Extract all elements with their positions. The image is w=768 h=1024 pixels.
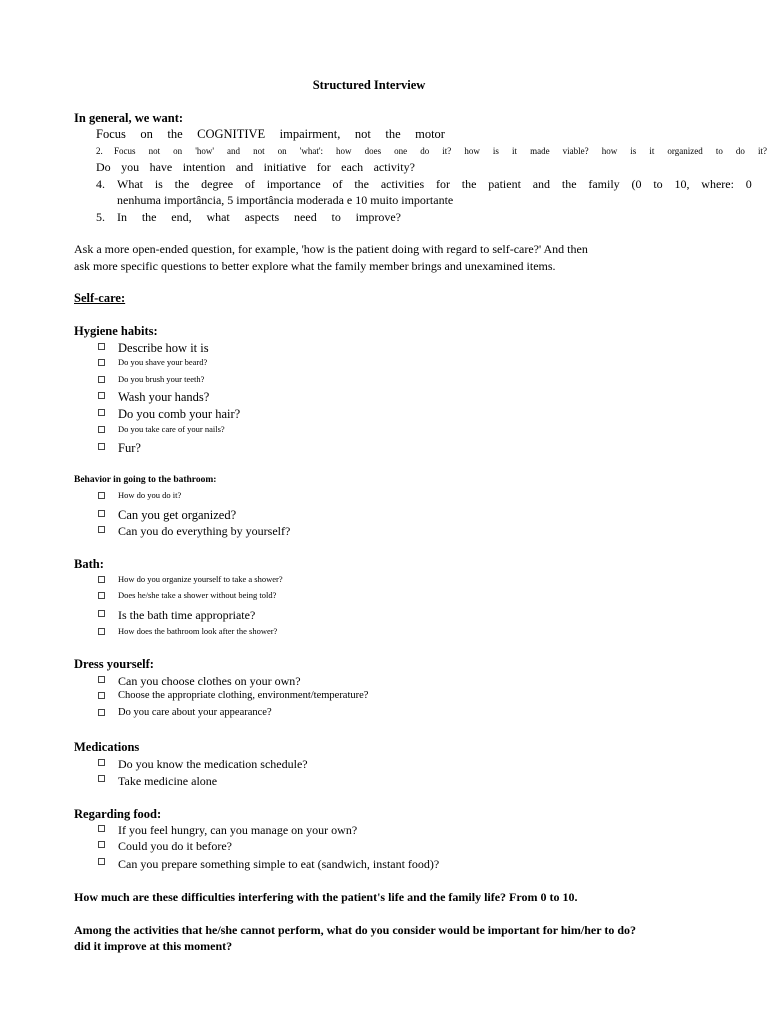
page-title: Structured Interview <box>312 78 426 92</box>
checkbox[interactable] <box>98 343 105 350</box>
word: importance <box>266 177 321 191</box>
dress-item: Do you care about your appearance? <box>118 707 272 718</box>
word: degree <box>201 177 234 191</box>
checkbox[interactable] <box>98 526 105 533</box>
word: COGNITIVE <box>197 127 266 141</box>
word: organized <box>667 146 703 156</box>
general-line-4 <box>117 177 752 192</box>
word: the <box>461 177 477 191</box>
hygiene-item: Do you take care of your nails? <box>118 424 225 434</box>
word: improve? <box>355 210 401 224</box>
general-line-1 <box>96 127 445 142</box>
general-line-2-number: 2. <box>96 146 103 156</box>
bath-item: Is the bath time appropriate? <box>118 608 256 622</box>
dress-item: Choose the appropriate clothing, environment/temperature? <box>118 690 369 701</box>
checkbox[interactable] <box>98 443 105 450</box>
word: not <box>253 146 265 156</box>
word: end, <box>171 210 192 224</box>
word: activities <box>380 177 425 191</box>
dress-item: Can you choose clothes on your own? <box>118 674 301 688</box>
food-item: Can you prepare something simple to eat (sandwich, instant food)? <box>118 857 440 871</box>
word: where: <box>701 177 734 191</box>
word: and <box>235 160 254 174</box>
word: Do <box>96 160 111 174</box>
word: patient <box>488 177 521 191</box>
bath-item: How do you organize yourself to take a shower? <box>118 574 283 584</box>
word: it <box>649 146 655 156</box>
medications-item: Take medicine alone <box>118 774 218 788</box>
word: do <box>735 146 745 156</box>
word: the <box>174 177 190 191</box>
word: what <box>206 210 230 224</box>
word: and <box>227 146 241 156</box>
word: 'what': <box>299 146 323 156</box>
word: the <box>354 177 370 191</box>
checkbox[interactable] <box>98 376 105 383</box>
word: not <box>354 127 371 141</box>
hygiene-item: Do you shave your beard? <box>118 357 208 367</box>
food-item: If you feel hungry, can you manage on your own? <box>118 823 358 837</box>
word: impairment, <box>279 127 341 141</box>
medications-item: Do you know the medication schedule? <box>118 757 308 771</box>
word: is <box>154 177 163 191</box>
word: on <box>173 146 183 156</box>
hygiene-item: Do you brush your teeth? <box>118 374 205 384</box>
word: of <box>244 177 255 191</box>
word: how <box>336 146 352 156</box>
checkbox[interactable] <box>98 510 105 517</box>
word: What <box>117 177 143 191</box>
word: (0 <box>631 177 642 191</box>
word: one <box>394 146 408 156</box>
word: each <box>341 160 364 174</box>
word: how <box>464 146 480 156</box>
bathroom-item: Can you get organized? <box>118 508 237 522</box>
word: does <box>364 146 382 156</box>
hygiene-item: Describe how it is <box>118 341 209 355</box>
word: and <box>532 177 551 191</box>
bathroom-item: How do you do it? <box>118 490 182 500</box>
word: the <box>141 210 157 224</box>
medications-heading: Medications <box>74 740 140 754</box>
hygiene-item: Fur? <box>118 441 141 455</box>
word: intention <box>182 160 226 174</box>
checkbox[interactable] <box>98 858 105 865</box>
checkbox[interactable] <box>98 409 105 416</box>
checkbox[interactable] <box>98 359 105 366</box>
bathroom-heading: Behavior in going to the bathroom: <box>74 475 217 485</box>
dress-heading: Dress yourself: <box>74 657 154 671</box>
word: to <box>715 146 723 156</box>
word: family <box>588 177 620 191</box>
selfcare-heading-text: Self-care: <box>74 291 126 305</box>
word: on <box>277 146 287 156</box>
word: of <box>332 177 343 191</box>
general-line-5 <box>117 210 401 225</box>
hygiene-item: Wash your hands? <box>118 390 210 404</box>
word: 0 <box>745 177 752 191</box>
word: Focus <box>96 127 126 141</box>
word: how <box>601 146 618 156</box>
word: you <box>121 160 140 174</box>
bathroom-item: Can you do everything by yourself? <box>118 524 291 538</box>
bath-heading: Bath: <box>74 557 104 571</box>
bath-item: Does he/she take a shower without being told? <box>118 590 277 600</box>
selfcare-heading <box>74 291 149 306</box>
word: need <box>294 210 317 224</box>
word: to <box>331 210 341 224</box>
word: 'how' <box>195 146 214 156</box>
checkbox[interactable] <box>98 576 105 583</box>
intro-paragraph-line-2: ask more specific questions to better explore what the family member brings and unexamined items. <box>74 259 556 273</box>
checkbox[interactable] <box>98 676 105 683</box>
closing-question-1: How much are these difficulties interfering with the patient's life and the family life? From 0 to 10. <box>74 890 578 904</box>
checkbox[interactable] <box>98 426 105 433</box>
word: it <box>512 146 518 156</box>
word: it? <box>442 146 452 156</box>
word: it? <box>757 146 767 156</box>
checkbox[interactable] <box>98 392 105 399</box>
food-item: Could you do it before? <box>118 839 232 853</box>
word: 10, <box>674 177 690 191</box>
word: the <box>167 127 183 141</box>
general-line-4-continued: nenhuma importância, 5 importância moderada e 10 muito importante <box>117 193 454 207</box>
closing-question-2-line-1: Among the activities that he/she cannot perform, what do you consider would be important for him/her to do? <box>74 923 636 937</box>
word: do <box>420 146 430 156</box>
word: viable? <box>562 146 589 156</box>
word: on <box>140 127 153 141</box>
checkbox[interactable] <box>98 692 105 699</box>
hygiene-heading: Hygiene habits: <box>74 324 158 338</box>
word: activity? <box>373 160 415 174</box>
food-heading: Regarding food: <box>74 807 162 821</box>
word: motor <box>415 127 445 141</box>
general-line-2 <box>114 146 767 156</box>
closing-question-2-line-2: did it improve at this moment? <box>74 939 233 953</box>
word: aspects <box>244 210 280 224</box>
word: Focus <box>114 146 136 156</box>
checkbox[interactable] <box>98 825 105 832</box>
word: is <box>492 146 499 156</box>
intro-paragraph-line-1: Ask a more open-ended question, for example, 'how is the patient doing with regard to self-care?' And then <box>74 242 588 256</box>
word: not <box>148 146 161 156</box>
word: In <box>117 210 127 224</box>
word: for <box>316 160 331 174</box>
checkbox[interactable] <box>98 492 105 499</box>
general-line-4-number: 4. <box>96 177 105 191</box>
word: the <box>385 127 401 141</box>
word: to <box>653 177 663 191</box>
word: initiative <box>263 160 307 174</box>
checkbox[interactable] <box>98 610 105 617</box>
general-line-3 <box>96 160 415 175</box>
general-line-5-number: 5. <box>96 210 105 224</box>
word: have <box>149 160 173 174</box>
word: is <box>630 146 637 156</box>
checkbox[interactable] <box>98 841 105 848</box>
checkbox[interactable] <box>98 709 105 716</box>
bath-item: How does the bathroom look after the shower? <box>118 626 278 636</box>
word: made <box>530 146 550 156</box>
checkbox[interactable] <box>98 759 105 766</box>
checkbox[interactable] <box>98 592 105 599</box>
checkbox[interactable] <box>98 628 105 635</box>
general-heading: In general, we want: <box>74 111 184 125</box>
word: for <box>435 177 450 191</box>
checkbox[interactable] <box>98 775 105 782</box>
hygiene-item: Do you comb your hair? <box>118 407 241 421</box>
word: the <box>561 177 577 191</box>
